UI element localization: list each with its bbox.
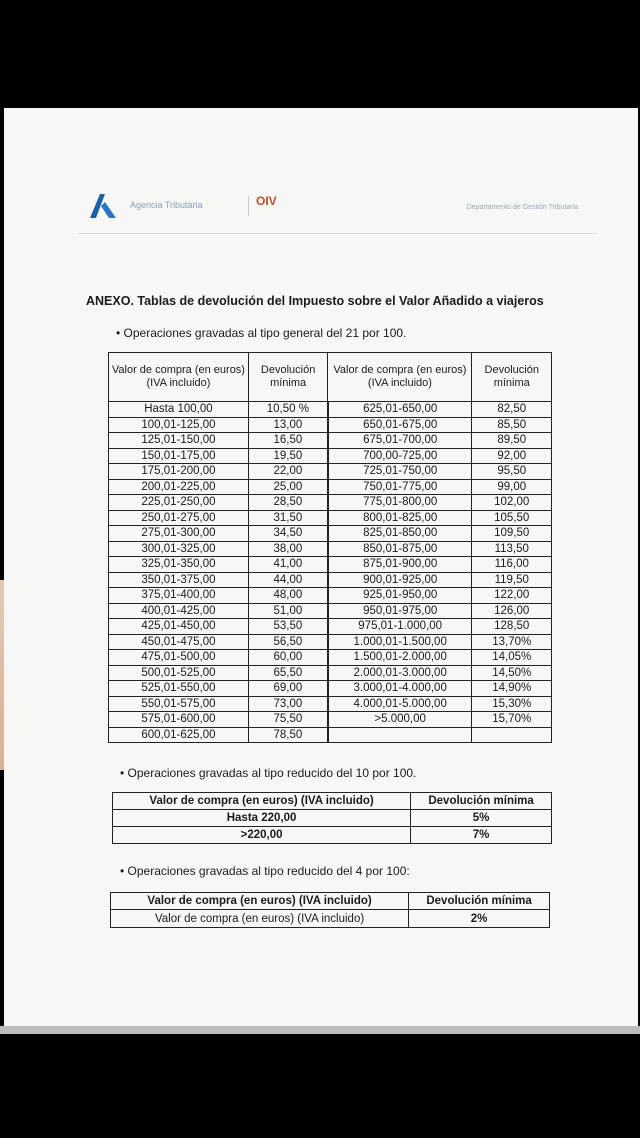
- table-cell: 1.000,01-1.500,00: [328, 634, 472, 650]
- table-cell: 95,50: [472, 464, 552, 480]
- section-reduced-10: • Operaciones gravadas al tipo reducido del 10 por 100.: [120, 766, 417, 780]
- table-cell: 300,01-325,00: [109, 541, 249, 557]
- table-cell: 109,50: [472, 526, 552, 542]
- table-cell: 38,00: [248, 541, 327, 557]
- table-cell: 850,01-875,00: [328, 541, 472, 557]
- table-row: [109, 696, 552, 712]
- table-cell: 275,01-300,00: [109, 526, 249, 542]
- table-cell: [328, 727, 472, 743]
- table-cell: 128,50: [472, 619, 552, 635]
- table-row: [109, 572, 552, 588]
- table-cell: 600,01-625,00: [109, 727, 249, 743]
- table-row: [109, 526, 552, 542]
- refund-table-reduced-10: [112, 792, 552, 844]
- table-cell: 69,00: [248, 681, 327, 697]
- table-cell: 19,50: [248, 448, 327, 464]
- table-cell: 525,01-550,00: [109, 681, 249, 697]
- table-cell: 800,01-825,00: [328, 510, 472, 526]
- table-row: [109, 402, 552, 418]
- table-cell: 102,00: [472, 495, 552, 511]
- table-cell: 34,50: [248, 526, 327, 542]
- table-cell: 113,50: [472, 541, 552, 557]
- table-cell: 400,01-425,00: [109, 603, 249, 619]
- header-divider: [248, 196, 249, 216]
- agency-logo-icon: [88, 192, 118, 220]
- table-cell: 116,00: [472, 557, 552, 573]
- table-cell: 14,90%: [472, 681, 552, 697]
- table-cell: 44,00: [248, 572, 327, 588]
- table-cell: 325,01-350,00: [109, 557, 249, 573]
- table-cell: 475,01-500,00: [109, 650, 249, 666]
- col-header-min-refund: Devolución mínima: [411, 793, 552, 810]
- table-row: [109, 510, 552, 526]
- table-row: [109, 665, 552, 681]
- table-row: [109, 588, 552, 604]
- table-cell: 31,50: [248, 510, 327, 526]
- table-cell: >220,00: [113, 827, 411, 844]
- table-cell: 78,50: [248, 727, 327, 743]
- table-cell: 2%: [409, 910, 550, 928]
- table-cell: 1.500,01-2.000,00: [328, 650, 472, 666]
- department-name: Departamento de Gestión Tributaria: [466, 204, 578, 211]
- table-cell: 500,01-525,00: [109, 665, 249, 681]
- table-cell: 975,01-1.000,00: [328, 619, 472, 635]
- table-cell: 950,01-975,00: [328, 603, 472, 619]
- table-cell: [472, 727, 552, 743]
- table-cell: 126,00: [472, 603, 552, 619]
- table-cell: 25,00: [248, 479, 327, 495]
- table-cell: >5.000,00: [328, 712, 472, 728]
- table-cell: 2.000,01-3.000,00: [328, 665, 472, 681]
- table-header-row: [109, 353, 552, 402]
- table-cell: 15,30%: [472, 696, 552, 712]
- table-cell: 92,00: [472, 448, 552, 464]
- table-row: [113, 827, 552, 844]
- table-cell: 225,01-250,00: [109, 495, 249, 511]
- table-cell: 48,00: [248, 588, 327, 604]
- table-cell: 10,50 %: [248, 402, 327, 418]
- table-cell: 725,01-750,00: [328, 464, 472, 480]
- col-header-min-refund: Devolución mínima: [248, 353, 327, 402]
- table-cell: 82,50: [472, 402, 552, 418]
- partner-logo: OIV: [256, 194, 277, 208]
- table-row: [109, 603, 552, 619]
- table-cell: 100,01-125,00: [109, 417, 249, 433]
- col-header-min-refund: Devolución mínima: [409, 893, 550, 910]
- table-cell: Hasta 220,00: [113, 810, 411, 827]
- table-row: [109, 650, 552, 666]
- table-cell: 56,50: [248, 634, 327, 650]
- document-title: ANEXO. Tablas de devolución del Impuesto sobre el Valor Añadido a viajeros: [86, 294, 544, 308]
- table-cell: 89,50: [472, 433, 552, 449]
- table-cell: 53,50: [248, 619, 327, 635]
- table-row: [109, 727, 552, 743]
- table-cell: 350,01-375,00: [109, 572, 249, 588]
- col-header-purchase-value: Valor de compra (en euros) (IVA incluido): [328, 353, 472, 402]
- col-header-purchase-value: Valor de compra (en euros) (IVA incluido): [111, 893, 409, 910]
- table-cell: Valor de compra (en euros) (IVA incluido): [111, 910, 409, 928]
- table-cell: 900,01-925,00: [328, 572, 472, 588]
- table-row: [109, 541, 552, 557]
- table-cell: Hasta 100,00: [109, 402, 249, 418]
- table-header-row: [111, 893, 550, 910]
- table-cell: 65,50: [248, 665, 327, 681]
- table-cell: 73,00: [248, 696, 327, 712]
- col-header-min-refund: Devolución mínima: [472, 353, 552, 402]
- table-row: [109, 495, 552, 511]
- table-row: [109, 433, 552, 449]
- header-rule: [78, 233, 598, 234]
- table-cell: 675,01-700,00: [328, 433, 472, 449]
- table-row: [109, 479, 552, 495]
- table-row: [111, 910, 550, 928]
- table-cell: 250,01-275,00: [109, 510, 249, 526]
- table-row: [109, 448, 552, 464]
- table-cell: 700,00-725,00: [328, 448, 472, 464]
- table-cell: 175,01-200,00: [109, 464, 249, 480]
- table-cell: 625,01-650,00: [328, 402, 472, 418]
- table-cell: 875,01-900,00: [328, 557, 472, 573]
- table-cell: 75,50: [248, 712, 327, 728]
- table-cell: 375,01-400,00: [109, 588, 249, 604]
- table-cell: 150,01-175,00: [109, 448, 249, 464]
- table-cell: 51,00: [248, 603, 327, 619]
- table-row: [109, 619, 552, 635]
- table-cell: 28,50: [248, 495, 327, 511]
- table-cell: 775,01-800,00: [328, 495, 472, 511]
- refund-table-reduced-4: [110, 892, 550, 928]
- table-cell: 13,00: [248, 417, 327, 433]
- table-cell: 575,01-600,00: [109, 712, 249, 728]
- table-row: [113, 810, 552, 827]
- col-header-purchase-value: Valor de compra (en euros) (IVA incluido): [109, 353, 249, 402]
- table-header-row: [113, 793, 552, 810]
- table-body: [109, 402, 552, 743]
- table-row: [109, 464, 552, 480]
- table-cell: 13,70%: [472, 634, 552, 650]
- table-cell: 450,01-475,00: [109, 634, 249, 650]
- table-cell: 85,50: [472, 417, 552, 433]
- table-cell: 15,70%: [472, 712, 552, 728]
- table-cell: 22,00: [248, 464, 327, 480]
- table-cell: 925,01-950,00: [328, 588, 472, 604]
- table-cell: 60,00: [248, 650, 327, 666]
- table-row: [109, 712, 552, 728]
- table-cell: 99,00: [472, 479, 552, 495]
- table-cell: 825,01-850,00: [328, 526, 472, 542]
- table-cell: 750,01-775,00: [328, 479, 472, 495]
- table-cell: 14,05%: [472, 650, 552, 666]
- table-cell: 5%: [411, 810, 552, 827]
- page-bottom-strip: [0, 1026, 640, 1034]
- table-cell: 16,50: [248, 433, 327, 449]
- table-cell: 105,50: [472, 510, 552, 526]
- refund-table-general: [108, 352, 552, 743]
- table-cell: 122,00: [472, 588, 552, 604]
- table-cell: 200,01-225,00: [109, 479, 249, 495]
- table-cell: 550,01-575,00: [109, 696, 249, 712]
- col-header-purchase-value: Valor de compra (en euros) (IVA incluido): [113, 793, 411, 810]
- section-general-rate: • Operaciones gravadas al tipo general del 21 por 100.: [116, 326, 407, 340]
- table-cell: 41,00: [248, 557, 327, 573]
- table-cell: 14,50%: [472, 665, 552, 681]
- table-row: [109, 681, 552, 697]
- agency-name: Agencia Tributaria: [130, 200, 203, 210]
- table-row: [109, 417, 552, 433]
- table-row: [109, 557, 552, 573]
- table-cell: 3.000,01-4.000,00: [328, 681, 472, 697]
- table-cell: 125,01-150,00: [109, 433, 249, 449]
- table-cell: 7%: [411, 827, 552, 844]
- document-header: [88, 190, 578, 224]
- section-reduced-4: • Operaciones gravadas al tipo reducido del 4 por 100:: [120, 864, 410, 878]
- table-cell: 4.000,01-5.000,00: [328, 696, 472, 712]
- table-cell: 119,50: [472, 572, 552, 588]
- table-cell: 425,01-450,00: [109, 619, 249, 635]
- table-row: [109, 634, 552, 650]
- table-cell: 650,01-675,00: [328, 417, 472, 433]
